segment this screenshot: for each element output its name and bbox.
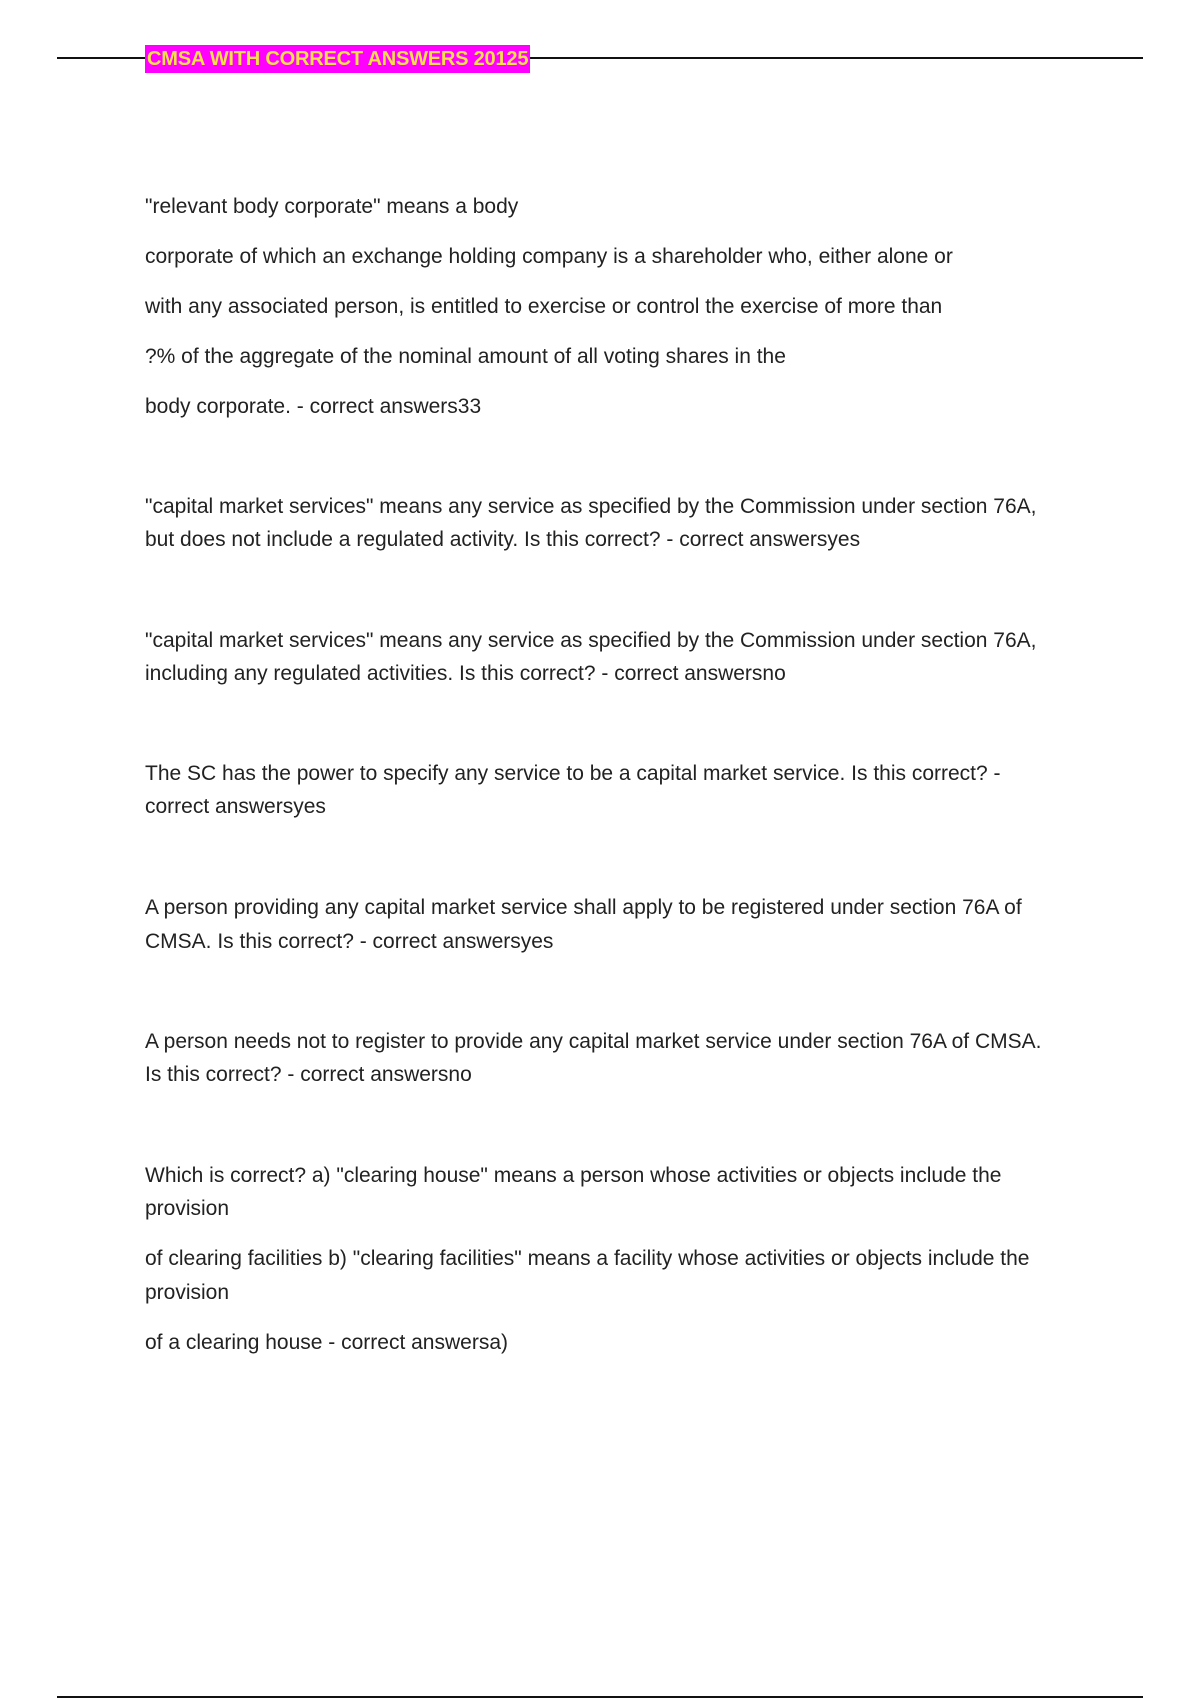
qa-line: provision xyxy=(145,1197,230,1220)
qa-line: CMSA. Is this correct? - correct answersyes xyxy=(145,930,554,953)
qa-line: ?% of the aggregate of the nominal amount of all voting shares in the xyxy=(145,345,786,368)
qa-line: but does not include a regulated activity. Is this correct? - correct answersyes xyxy=(145,528,861,551)
qa-line: correct answersyes xyxy=(145,795,326,818)
qa-line: of a clearing house - correct answersa) xyxy=(145,1331,508,1354)
qa-line: A person providing any capital market service shall apply to be registered under section 76A of xyxy=(145,896,1022,919)
document-title: CMSA WITH CORRECT ANSWERS 20125 xyxy=(145,45,530,73)
qa-line: with any associated person, is entitled to exercise or control the exercise of more than xyxy=(145,295,943,318)
qa-line: of clearing facilities b) "clearing facilities" means a facility whose activities or objects include the xyxy=(145,1247,1030,1270)
qa-line: The SC has the power to specify any service to be a capital market service. Is this correct? - xyxy=(145,762,1001,785)
qa-line: "capital market services" means any service as specified by the Commission under section 76A, xyxy=(145,495,1037,518)
qa-line: including any regulated activities. Is this correct? - correct answersno xyxy=(145,662,786,685)
qa-line: provision xyxy=(145,1281,230,1304)
qa-line: Is this correct? - correct answersno xyxy=(145,1063,472,1086)
footer-rule xyxy=(57,1696,1143,1698)
qa-line: Which is correct? a) "clearing house" means a person whose activities or objects include the xyxy=(145,1164,1002,1187)
qa-line: body corporate. - correct answers33 xyxy=(145,395,482,418)
qa-line: corporate of which an exchange holding company is a shareholder who, either alone or xyxy=(145,245,953,268)
qa-line: "relevant body corporate" means a body xyxy=(145,195,519,218)
qa-line: "capital market services" means any service as specified by the Commission under section 76A, xyxy=(145,629,1037,652)
qa-line: A person needs not to register to provide any capital market service under section 76A of CMSA. xyxy=(145,1030,1042,1053)
